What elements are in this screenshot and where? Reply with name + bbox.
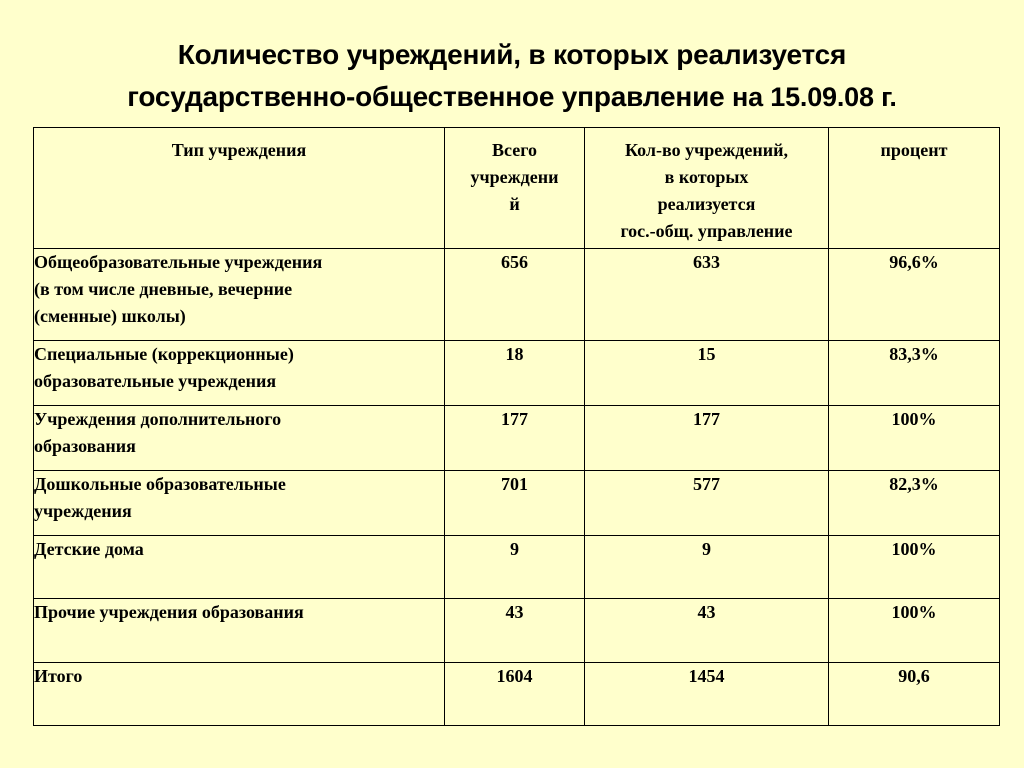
title-line-2-main: государственно-общественное управление (127, 81, 733, 112)
row-name-line: Дошкольные образовательные (34, 474, 286, 494)
title-date: на 15.09.08 г. (732, 82, 897, 112)
header-total-line: учреждени (470, 167, 559, 187)
table-row (34, 471, 1000, 536)
table-row (34, 249, 1000, 341)
row-name-line: (сменные) школы) (34, 306, 186, 326)
header-count-line: в которых (664, 167, 749, 187)
row-name-line: учреждения (34, 501, 132, 521)
row-name-line: (в том числе дневные, вечерние (34, 279, 293, 299)
header-total-line: Всего (492, 140, 537, 160)
row-name (34, 599, 445, 663)
row-name-line: Итого (34, 666, 83, 686)
row-name (34, 471, 445, 536)
row-name-line: образования (34, 436, 136, 456)
table-row (34, 341, 1000, 406)
title-line-1: Количество учреждений, в которых реализуется (177, 39, 847, 70)
row-name (34, 406, 445, 471)
row-count: 177 (585, 406, 829, 471)
row-name-line: образовательные учреждения (34, 371, 277, 391)
header-count-line: реализуется (657, 194, 756, 214)
row-percent: 100% (829, 406, 1000, 471)
row-name-line: Специальные (коррекционные) (34, 344, 294, 364)
table-row-total (34, 663, 1000, 726)
table-row (34, 536, 1000, 599)
header-type: Тип учреждения (34, 128, 445, 249)
row-name-line: Учреждения дополнительного (34, 409, 282, 429)
row-total: 9 (445, 536, 585, 599)
row-count: 577 (585, 471, 829, 536)
institutions-table (33, 127, 1000, 726)
row-name-line: Общеобразовательные учреждения (34, 252, 323, 272)
row-total: 1604 (445, 663, 585, 726)
row-total: 701 (445, 471, 585, 536)
table-row (34, 599, 1000, 663)
row-name (34, 536, 445, 599)
header-count-line: гос.-общ. управление (620, 221, 793, 241)
title-line-2 (20, 76, 1004, 118)
row-percent: 83,3% (829, 341, 1000, 406)
header-count-line: Кол-во учреждений, (624, 140, 789, 160)
row-percent: 96,6% (829, 249, 1000, 341)
row-percent: 82,3% (829, 471, 1000, 536)
row-name (34, 249, 445, 341)
table-header-row (34, 128, 1000, 249)
header-total-line: й (509, 194, 520, 214)
row-name-line: Прочие учреждения образования (34, 602, 304, 622)
header-total (445, 128, 585, 249)
row-total: 656 (445, 249, 585, 341)
row-percent: 100% (829, 536, 1000, 599)
table-row (34, 406, 1000, 471)
row-count: 9 (585, 536, 829, 599)
row-name-line: Детские дома (34, 539, 144, 559)
row-percent: 100% (829, 599, 1000, 663)
row-percent: 90,6 (829, 663, 1000, 726)
header-percent: процент (829, 128, 1000, 249)
row-total: 43 (445, 599, 585, 663)
row-total: 18 (445, 341, 585, 406)
row-name (34, 663, 445, 726)
row-count: 43 (585, 599, 829, 663)
row-total: 177 (445, 406, 585, 471)
row-count: 1454 (585, 663, 829, 726)
row-name (34, 341, 445, 406)
row-count: 15 (585, 341, 829, 406)
row-count: 633 (585, 249, 829, 341)
page-title (20, 34, 1004, 118)
header-count (585, 128, 829, 249)
